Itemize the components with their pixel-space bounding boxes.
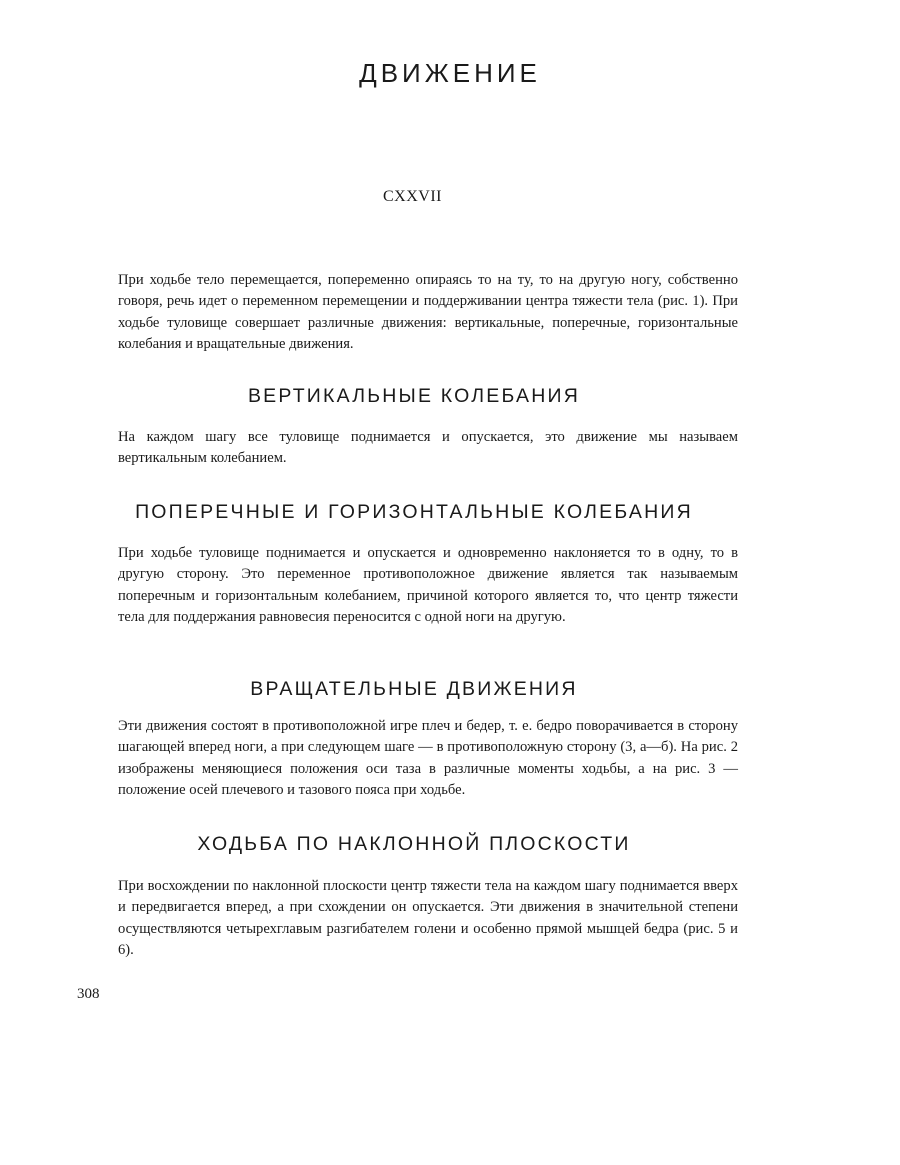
heading-rotational-movements: ВРАЩАТЕЛЬНЫЕ ДВИЖЕНИЯ [250,678,578,700]
intro-paragraph: При ходьбе тело перемещается, попеременно опираясь то на ту, то на другую ногу, собственно говоря, речь идет о переменном перемещении и поддерживании центра тяжести тела (рис. 1). При ходьбе туловище совершает различные движения: вертикальные, поперечные, горизонтальные колебания и вращательные движения. [118,272,738,352]
page-title: ДВИЖЕНИЕ [359,58,541,88]
heading-inclined-plane: ХОДЬБА ПО НАКЛОННОЙ ПЛОСКОСТИ [197,833,631,855]
heading-transverse-oscillations: ПОПЕРЕЧНЫЕ И ГОРИЗОНТАЛЬНЫЕ КОЛЕБАНИЯ [135,501,693,523]
page-number: 308 [77,986,100,1002]
paragraph-vertical-oscillations: На каждом шагу все туловище поднимается и опускается, это движение мы называем вертикальным колебанием. [118,429,738,467]
paragraph-inclined-plane: При восхождении по наклонной плоскости центр тяжести тела на каждом шагу поднимается вверх и передвигается вперед, а при схождении он опускается. Эти движения в значительной степени осуществляются четырехглавым разгибателем голени и особенно прямой мышцей бедра (рис. 5 и 6). [118,878,738,958]
chapter-number: CXXVII [383,188,442,205]
paragraph-rotational-movements: Эти движения состоят в противоположной игре плеч и бедер, т. е. бедро поворачивается в сторону шагающей вперед ноги, а при следующем шаге — в противоположную сторону (3, а—б). На рис. 2 изображены меняющиеся положения оси таза в различные моменты ходьбы, а на рис. 3 — положение осей плечевого и тазового пояса при ходьбе. [118,718,738,798]
heading-vertical-oscillations: ВЕРТИКАЛЬНЫЕ КОЛЕБАНИЯ [247,385,581,407]
paragraph-transverse-oscillations: При ходьбе туловище поднимается и опускается и одновременно наклоняется то в одну, то в другую сторону. Это переменное противоположное движение является так называемым поперечным и горизонтальным колебанием, причиной которого является то, что центр тяжести тела для поддержания равновесия переносится с одной ноги на другую. [118,545,738,625]
